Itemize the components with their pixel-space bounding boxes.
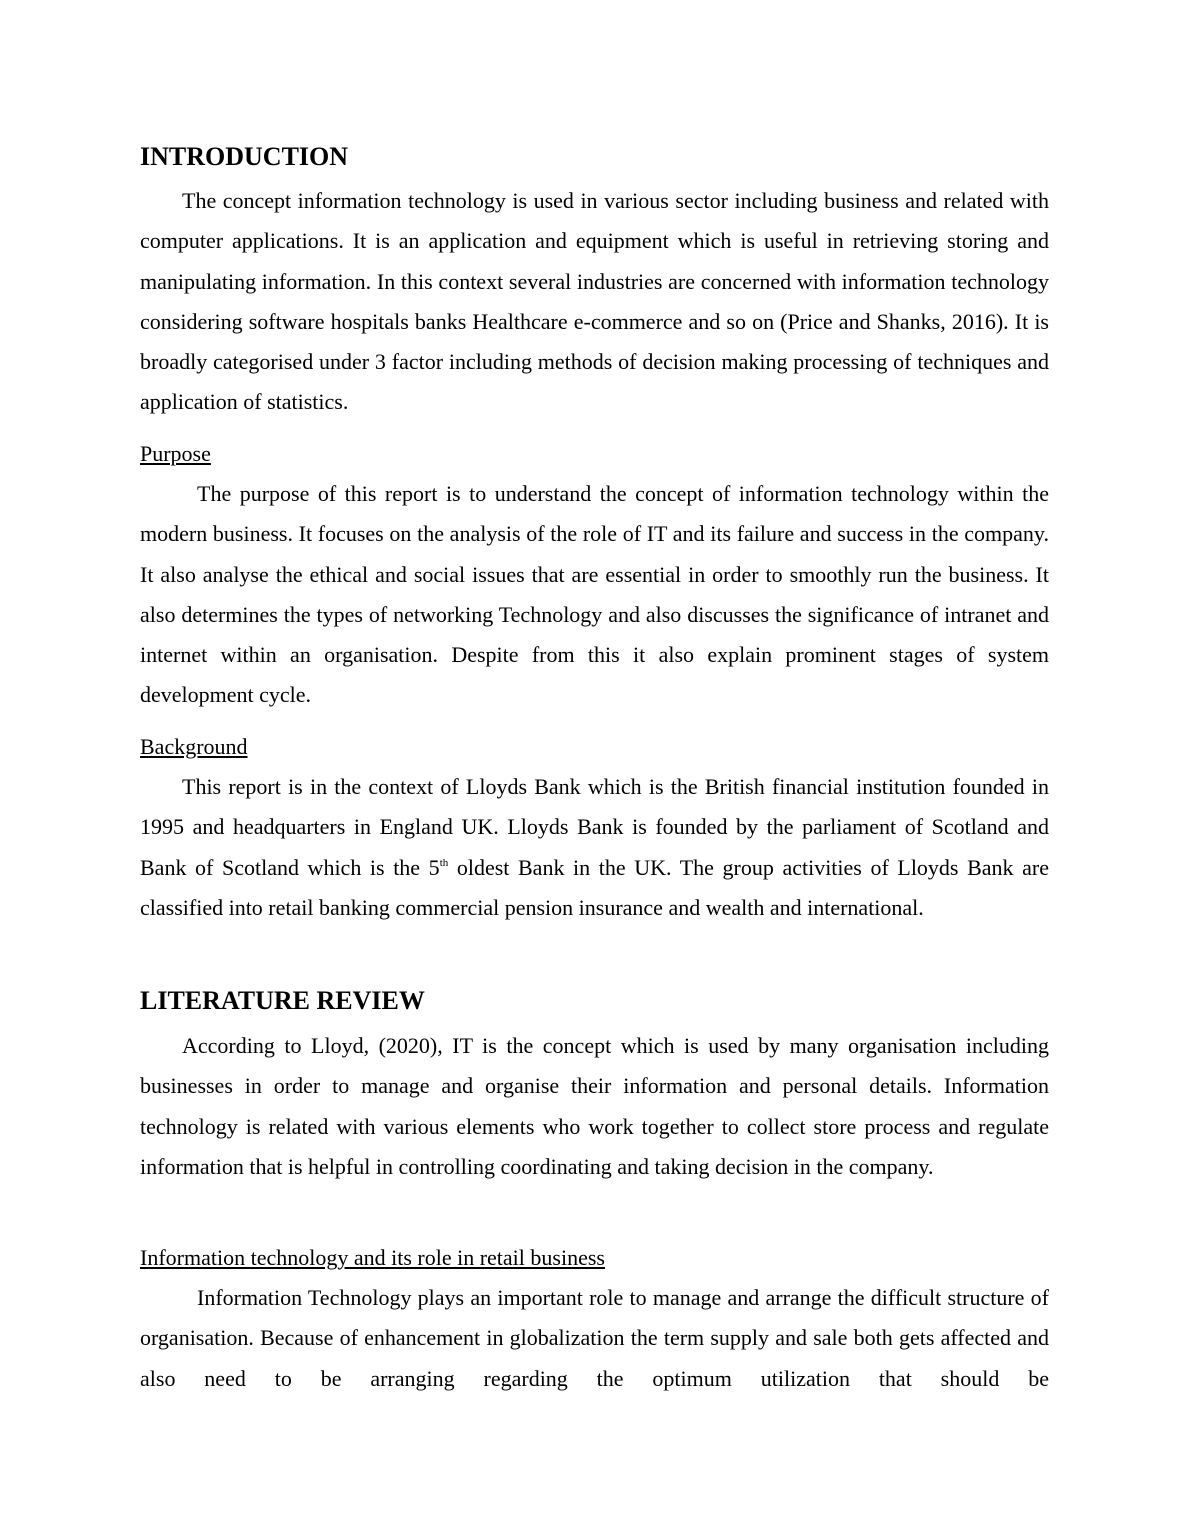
introduction-heading: INTRODUCTION (140, 142, 349, 171)
it-role-heading: Information technology and its role in retail business (140, 1245, 605, 1270)
background-text-part2: oldest Bank in the UK. The group activities of Lloyds Bank are classified into retail banking commercial pension insurance and wealth and international. (140, 854, 1049, 920)
background-paragraph (140, 767, 1049, 928)
background-heading: Background (140, 734, 248, 759)
ordinal-superscript: th (439, 856, 449, 869)
it-role-paragraph: Information Technology plays an important role to manage and arrange the difficult structure of organisation. Because of enhancement in globalization the term supply and sale both gets affected and also need to be arranging regarding the optimum utilization that should be (140, 1285, 1049, 1391)
purpose-paragraph: The purpose of this report is to understand the concept of information technology within the modern business. It focuses on the analysis of the role of IT and its failure and success in the company. It also analyse the ethical and social issues that are essential in order to smoothly run the business. It also determines the types of networking Technology and also discusses the significance of intranet and internet within an organisation. Despite from this it also explain prominent stages of system development cycle. (140, 481, 1049, 708)
purpose-heading: Purpose (140, 441, 211, 466)
introduction-paragraph: The concept information technology is used in various sector including business and related with computer applications. It is an application and equipment which is useful in retrieving storing and manipulating information. In this context several industries are concerned with information technology considering software hospitals banks Healthcare e-commerce and so on (Price and Shanks, 2016). It is broadly categorised under 3 factor including methods of decision making processing of techniques and application of statistics. (140, 188, 1049, 415)
literature-review-heading: LITERATURE REVIEW (140, 986, 425, 1015)
literature-review-paragraph: According to Lloyd, (2020), IT is the concept which is used by many organisation including businesses in order to manage and organise their information and personal details. Information technology is related with various elements who work together to collect store process and regulate information that is helpful in controlling coordinating and taking decision in the company. (140, 1033, 1049, 1179)
background-text-part1: This report is in the context of Lloyds Bank which is the British financial institution founded in 1995 and headquarters in England UK. Lloyds Bank is founded by the parliament of Scotland and Bank of Scotland which is the 5 (140, 774, 1049, 880)
